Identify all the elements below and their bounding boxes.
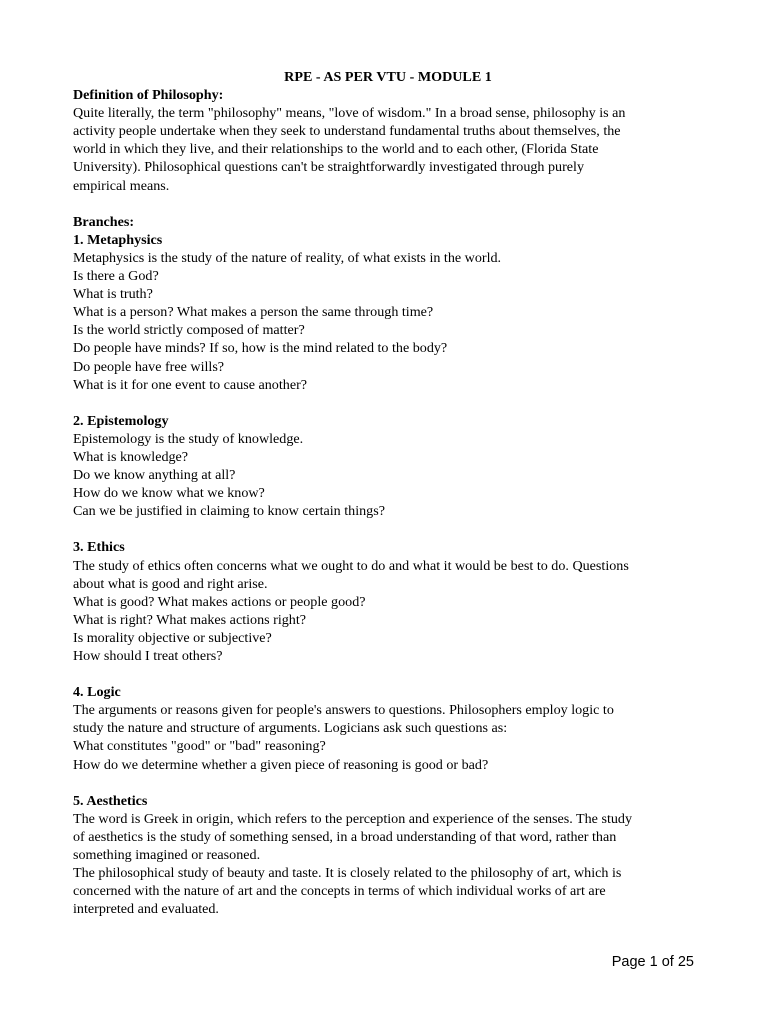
definition-line: activity people undertake when they seek to understand fundamental truths about themselves, the — [73, 123, 621, 140]
section-line: Is there a God? — [73, 268, 159, 285]
definition-line: University). Philosophical questions can't be straightforwardly investigated through purely — [73, 159, 584, 176]
section-line: What constitutes "good" or "bad" reasoning? — [73, 738, 326, 755]
section-line: What is it for one event to cause another? — [73, 376, 308, 393]
document-body — [73, 68, 703, 918]
section-line: interpreted and evaluated. — [73, 901, 219, 918]
section-line: What is truth? — [73, 286, 153, 303]
section-line: Is the world strictly composed of matter? — [73, 322, 305, 339]
section-line: What is knowledge? — [73, 448, 189, 465]
section-epistemology — [73, 412, 703, 521]
section-line: Do we know anything at all? — [73, 467, 236, 484]
section-line: Do people have free wills? — [73, 358, 225, 375]
section-line: something imagined or reasoned. — [73, 847, 261, 864]
section-line: The philosophical study of beauty and taste. It is closely related to the philosophy of art, which is — [73, 865, 622, 882]
section-line: study the nature and structure of arguments. Logicians ask such questions as: — [73, 720, 508, 737]
definition-paragraph — [73, 104, 703, 194]
section-line: The word is Greek in origin, which refers to the perception and experience of the senses. The study — [73, 810, 633, 827]
definition-line: world in which they live, and their relationships to the world and to each other, (Florida State — [73, 141, 599, 158]
section-heading: 3. Ethics — [73, 539, 125, 556]
branches-heading: Branches: — [73, 213, 135, 230]
section-heading: 5. Aesthetics — [73, 792, 148, 809]
section-line: What is right? What makes actions right? — [73, 611, 307, 628]
section-heading: 4. Logic — [73, 684, 121, 701]
section-line: concerned with the nature of art and the concepts in terms of which individual works of art are — [73, 883, 606, 900]
section-metaphysics — [73, 231, 703, 394]
section-logic — [73, 683, 703, 773]
page-number: Page 1 of 25 — [611, 954, 694, 970]
definition-heading: Definition of Philosophy: — [73, 87, 224, 104]
section-line: about what is good and right arise. — [73, 575, 268, 592]
section-heading: 2. Epistemology — [73, 412, 169, 429]
section-line: The study of ethics often concerns what we ought to do and what it would be best to do. Questions — [73, 557, 629, 574]
section-line: How do we determine whether a given piece of reasoning is good or bad? — [73, 756, 489, 773]
section-line: How should I treat others? — [73, 648, 223, 664]
section-aesthetics — [73, 792, 703, 919]
section-line: of aesthetics is the study of something sensed, in a broad understanding of that word, rather than — [73, 828, 617, 845]
section-ethics — [73, 538, 703, 665]
section-line: What is a person? What makes a person the same through time? — [73, 304, 434, 321]
section-line: How do we know what we know? — [73, 485, 265, 502]
section-line: The arguments or reasons given for people's answers to questions. Philosophers employ logic to — [73, 702, 614, 719]
definition-line: Quite literally, the term "philosophy" means, "love of wisdom." In a broad sense, philosophy is an — [73, 105, 626, 122]
section-line: Epistemology is the study of knowledge. — [73, 430, 304, 447]
definition-line: empirical means. — [73, 177, 170, 194]
section-heading: 1. Metaphysics — [73, 231, 163, 248]
section-line: Is morality objective or subjective? — [73, 629, 272, 646]
section-line: Can we be justified in claiming to know certain things? — [73, 503, 385, 520]
document-title: RPE - AS PER VTU - MODULE 1 — [284, 69, 492, 85]
section-line: Metaphysics is the study of the nature of reality, of what exists in the world. — [73, 249, 502, 266]
section-line: Do people have minds? If so, how is the mind related to the body? — [73, 340, 448, 357]
section-line: What is good? What makes actions or people good? — [73, 593, 366, 610]
